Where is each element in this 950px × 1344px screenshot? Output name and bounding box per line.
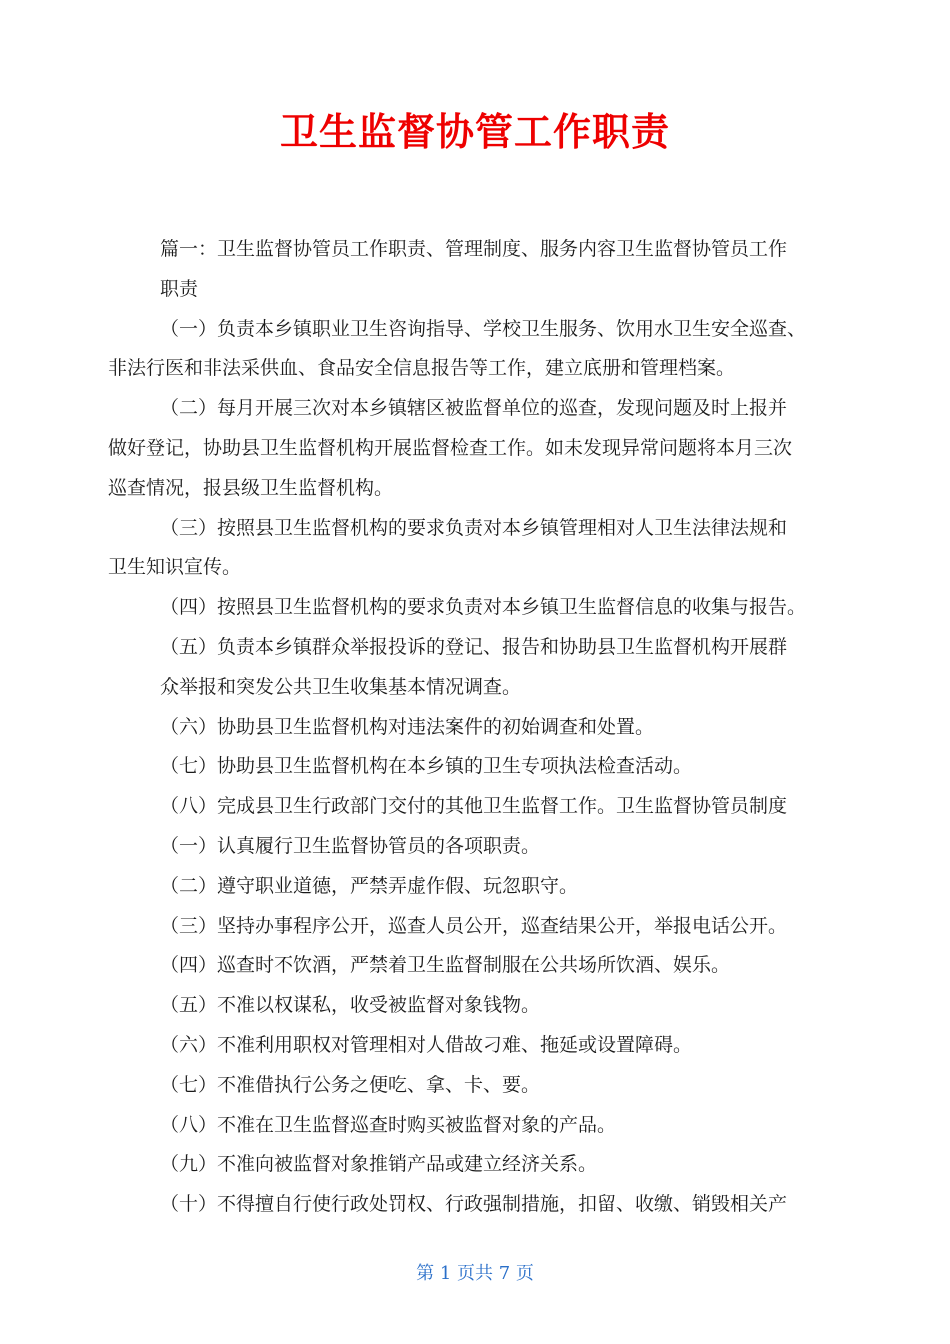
body-line: 做好登记，协助县卫生监督机构开展监督检查工作。如未发现异常问题将本月三次 [108, 436, 793, 459]
body-line: （三）坚持办事程序公开，巡查人员公开，巡查结果公开，举报电话公开。 [160, 914, 788, 937]
body-line: 职责 [160, 277, 199, 300]
body-line: （二）每月开展三次对本乡镇辖区被监督单位的巡查，发现问题及时上报并 [160, 397, 788, 420]
body-line: （三）按照县卫生监督机构的要求负责对本乡镇管理相对人卫生法律法规和 [160, 516, 788, 539]
body-line: （一）负责本乡镇职业卫生咨询指导、学校卫生服务、饮用水卫生安全巡查、 [160, 317, 807, 340]
body-line: （六）协助县卫生监督机构对违法案件的初始调查和处置。 [160, 715, 655, 738]
body-line: （五）负责本乡镇群众举报投诉的登记、报告和协助县卫生监督机构开展群 [160, 635, 788, 658]
body-line: 非法行医和非法采供血、食品安全信息报告等工作，建立底册和管理档案。 [108, 357, 736, 380]
body-line: （八）完成县卫生行政部门交付的其他卫生监督工作。卫生监督协管员制度 [160, 795, 788, 818]
body-line: （六）不准利用职权对管理相对人借故刁难、拖延或设置障碍。 [160, 1033, 693, 1056]
body-line: 巡查情况，报县级卫生监督机构。 [108, 476, 394, 499]
body-line: 众举报和突发公共卫生收集基本情况调查。 [160, 675, 522, 698]
body-line: （一）认真履行卫生监督协管员的各项职责。 [160, 834, 541, 857]
body-line: （四）按照县卫生监督机构的要求负责对本乡镇卫生监督信息的收集与报告。 [160, 596, 807, 619]
body-line: （八）不准在卫生监督巡查时购买被监督对象的产品。 [160, 1113, 617, 1136]
document-body [108, 230, 848, 1225]
body-line: （七）不准借执行公务之便吃、拿、卡、要。 [160, 1073, 541, 1096]
body-line: 篇一：卫生监督协管员工作职责、管理制度、服务内容卫生监督协管员工作 [160, 238, 788, 260]
page-number-footer: 第 1 页共 7 页 [416, 1263, 534, 1284]
body-line: （二）遵守职业道德，严禁弄虚作假、玩忽职守。 [160, 874, 579, 897]
body-line: （九）不准向被监督对象推销产品或建立经济关系。 [160, 1153, 598, 1176]
body-line: （七）协助县卫生监督机构在本乡镇的卫生专项执法检查活动。 [160, 755, 693, 778]
body-line: （十）不得擅自行使行政处罚权、行政强制措施，扣留、收缴、销毁相关产 [160, 1193, 788, 1216]
body-line: （五）不准以权谋私，收受被监督对象钱物。 [160, 994, 541, 1017]
body-line: （四）巡查时不饮酒，严禁着卫生监督制服在公共场所饮酒、娱乐。 [160, 954, 731, 977]
body-line: 卫生知识宣传。 [108, 556, 242, 579]
document-title: 卫生监督协管工作职责 [279, 110, 670, 154]
